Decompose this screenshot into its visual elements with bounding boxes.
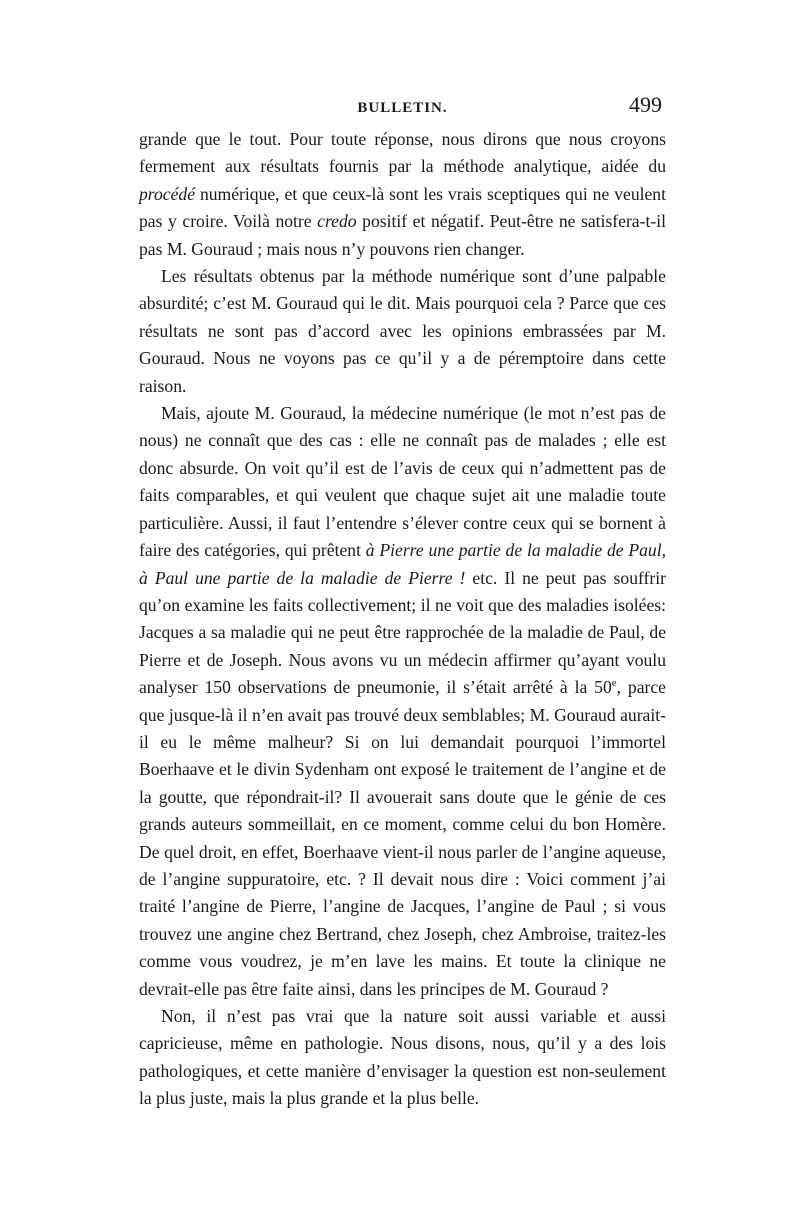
running-header [139, 92, 666, 126]
italic-text: procédé [139, 183, 196, 204]
page-number: 499 [629, 92, 662, 117]
superscript: e [611, 677, 617, 690]
text-segment: positif et négatif. Peut-être ne satisfera-t-il pas M. Gouraud ; mais nous n’y pouvons rien changer. [139, 211, 667, 259]
book-page [139, 92, 666, 1113]
paragraph-4 [139, 1003, 666, 1113]
text-segment: Les résultats obtenus par la méthode numérique sont d’une palpable absurdité; c’est M. Gouraud qui le dit. Mais pourquoi cela ? Parce que ces résultats ne sont pas d’accord avec les opinions embrassées par M. Gouraud. Nous ne voyons pas ce qu’il y a de péremptoire dans cette raison. [139, 266, 666, 396]
italic-text: credo [317, 211, 357, 232]
italic-text: à Pierre une partie de la maladie de Paul, à Paul une partie de la maladie de Pierre ! [139, 540, 666, 588]
text-segment: etc. Il ne peut pas souffrir qu’on examine les faits collectivement; il ne voit que des maladies isolées: Jacques a sa maladie qui ne peut être rapprochée de la maladie de Paul, de Pierre et de Joseph. Nous avons vu un médecin affirmer qu’ayant voulu analyser 150 observations de pneumonie, il s’était arrêté à la 50 [139, 567, 666, 698]
running-title: BULLETIN. [357, 100, 448, 116]
text-segment: numérique, et que ceux-là sont les vrais sceptiques qui ne veulent pas y croire. Voilà notre [139, 183, 666, 232]
text-segment: grande que le tout. Pour toute réponse, nous dirons que nous croyons fermement aux résultats fournis par la méthode analytique, aidée du [139, 129, 666, 177]
text-segment: , parce que jusque-là il n’en avait pas trouvé deux semblables; M. Gouraud aurait-il eu le même malheur? Si on lui demandait pourquoi l’immortel Boerhaave et le divin Sydenham ont exposé le traitement de l’angine et de la goutte, que répondrait-il? Il avouerait sans doute que le génie de ces grands auteurs sommeillait, en ce moment, comme celui du bon Homère. De quel droit, en effet, Boerhaave vient-il nous parler de l’angine aqueuse, de l’angine suppuratoire, etc. ? Il devait nous dire : Voici comment j’ai traité l’angine de Pierre, l’angine de Jacques, l’angine de Paul ; si vous trouvez une angine chez Bertrand, chez Joseph, chez Ambroise, traitez-les comme vous voudrez, je m’en lave les mains. Et toute la clinique ne devrait-elle pas être faite ainsi, dans les principes de M. Gouraud ? [139, 677, 666, 999]
paragraph-2 [139, 263, 666, 400]
body-text [139, 126, 666, 1113]
paragraph-3 [139, 400, 666, 1003]
text-segment: Non, il n’est pas vrai que la nature soit aussi variable et aussi capricieuse, même en pathologie. Nous disons, nous, qu’il y a des lois pathologiques, et cette manière d’envisager la question est non-seulement la plus juste, mais la plus grande et la plus belle. [139, 1006, 666, 1109]
paragraph-1 [139, 126, 666, 263]
text-segment: Mais, ajoute M. Gouraud, la médecine numérique (le mot n’est pas de nous) ne connaît que des cas : elle ne connaît pas de malades ; elle est donc absurde. On voit qu’il est de l’avis de ceux qui n’admettent pas de faits comparables, et qui veulent que chaque sujet ait une maladie toute particulière. Aussi, il faut l’entendre s’élever contre ceux qui se bornent à faire des catégories, qui prêtent [139, 403, 666, 561]
